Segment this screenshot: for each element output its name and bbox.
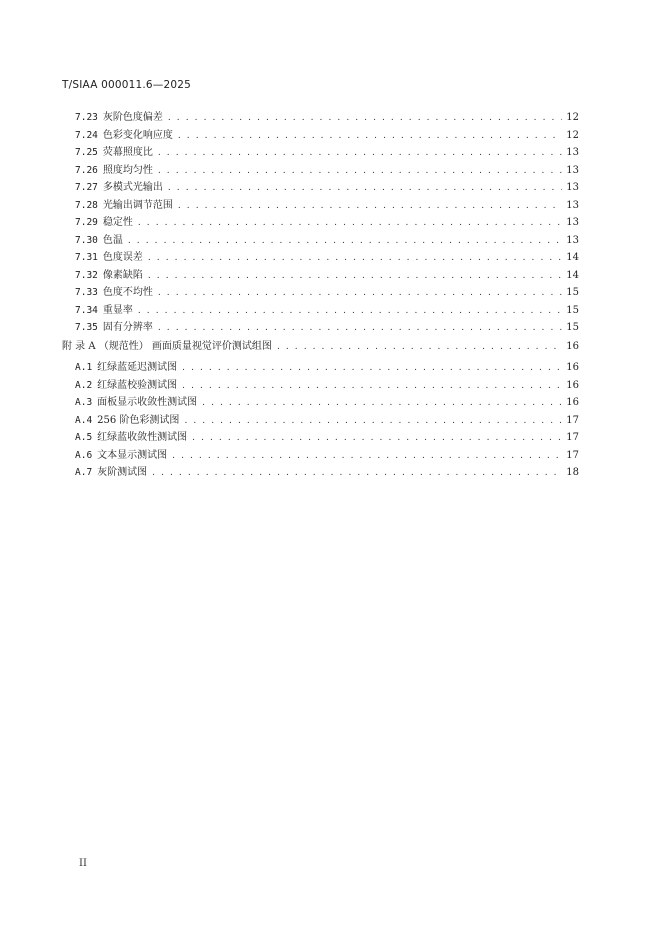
dot-leader [168, 113, 562, 123]
dot-leader [138, 218, 562, 228]
toc-entry-title: 红绿蓝校验测试图 [97, 379, 178, 391]
toc-entry-number: A.7 [75, 467, 93, 478]
dot-leader [158, 166, 562, 176]
toc-entry-page: 17 [566, 414, 579, 426]
toc-entry-number: A.6 [75, 449, 93, 461]
toc-entry-number: 7.23 [75, 112, 98, 123]
toc-entry-number: 7.35 [75, 322, 98, 333]
table-of-contents [62, 108, 579, 481]
dot-leader [152, 468, 562, 478]
dot-leader [158, 288, 562, 298]
toc-entry[interactable] [62, 358, 579, 376]
toc-entry-page: 15 [566, 304, 579, 316]
toc-entry-number: 7.33 [75, 287, 98, 298]
toc-entry-title: 色度误差 [102, 252, 143, 263]
toc-entry-number: 7.25 [75, 147, 98, 158]
toc-entry[interactable] [62, 248, 579, 266]
toc-entry-number: 7.27 [75, 182, 98, 193]
toc-entry-number: 7.24 [75, 129, 98, 141]
dot-leader [182, 363, 562, 373]
dot-leader [172, 451, 562, 461]
toc-entry-page: 13 [566, 217, 579, 228]
dot-leader [138, 306, 562, 316]
toc-entry-number: 7.28 [75, 199, 98, 211]
toc-entry-page: 16 [566, 340, 579, 352]
toc-entry-title: 256 阶色彩测试图 [97, 414, 180, 426]
toc-entry[interactable] [62, 108, 579, 126]
toc-entry-title: 附 录 A （规范性） 画面质量视觉评价测试组图 [62, 340, 272, 352]
toc-entry[interactable] [62, 463, 579, 481]
toc-entry[interactable] [62, 428, 579, 446]
toc-entry-title: 灰阶色度偏差 [102, 112, 163, 123]
toc-entry-title: 色彩变化响应度 [102, 129, 173, 141]
toc-entry-page: 13 [566, 182, 579, 193]
toc-entry-page: 13 [566, 147, 579, 158]
toc-entry-page: 13 [566, 199, 579, 211]
toc-entry-number: 7.32 [75, 269, 98, 281]
toc-entry-title: 像素缺陷 [102, 269, 143, 281]
toc-entry[interactable] [62, 337, 579, 355]
dot-leader [158, 148, 562, 158]
toc-entry-title: 色度不均性 [102, 287, 153, 298]
toc-entry[interactable] [62, 231, 579, 249]
dot-leader [178, 131, 562, 141]
toc-entry-page: 15 [566, 287, 579, 298]
toc-entry-number: 7.31 [75, 252, 98, 263]
toc-entry-title: 灰阶测试图 [97, 467, 148, 478]
toc-entry[interactable] [62, 161, 579, 179]
toc-entry-title: 红绿蓝延迟测试图 [97, 362, 178, 373]
dot-leader [182, 381, 562, 391]
toc-entry-title: 固有分辨率 [102, 322, 153, 333]
toc-entry[interactable] [62, 266, 579, 284]
toc-entry-page: 13 [566, 234, 579, 246]
toc-entry-page: 17 [566, 449, 579, 461]
toc-entry-title: 稳定性 [102, 217, 133, 228]
toc-entry-page: 12 [566, 112, 579, 123]
toc-entry[interactable] [62, 196, 579, 214]
toc-entry-title: 面板显示收敛性测试图 [97, 397, 198, 408]
toc-entry-page: 16 [566, 397, 579, 408]
toc-entry[interactable] [62, 301, 579, 319]
toc-entry-title: 荧幕照度比 [102, 147, 153, 158]
toc-entry-page: 17 [566, 432, 579, 443]
dot-leader [168, 183, 562, 193]
toc-entry[interactable] [62, 178, 579, 196]
dot-leader [178, 201, 562, 211]
toc-entry-number: A.1 [75, 362, 93, 373]
toc-entry-page: 18 [566, 467, 579, 478]
toc-entry-page: 16 [566, 362, 579, 373]
page-number-footer: II [79, 858, 87, 869]
toc-entry-number: A.2 [75, 379, 93, 391]
toc-entry[interactable] [62, 393, 579, 411]
toc-entry[interactable] [62, 446, 579, 464]
toc-entry-page: 15 [566, 322, 579, 333]
toc-entry-page: 12 [566, 129, 579, 141]
dot-leader [148, 253, 562, 263]
toc-entry[interactable] [62, 126, 579, 144]
toc-entry-title: 色温 [102, 234, 123, 246]
dot-leader [158, 323, 562, 333]
dot-leader [202, 398, 562, 408]
toc-entry-number: 7.29 [75, 217, 98, 228]
toc-entry-number: A.4 [75, 414, 93, 426]
toc-entry-page: 14 [566, 269, 579, 281]
toc-entry-title: 红绿蓝收敛性测试图 [97, 432, 188, 443]
toc-entry[interactable] [62, 143, 579, 161]
toc-entry-number: 7.26 [75, 164, 98, 176]
dot-leader [277, 342, 562, 352]
toc-entry-title: 多模式光输出 [102, 182, 163, 193]
dot-leader [128, 236, 562, 246]
toc-entry[interactable] [62, 318, 579, 336]
toc-entry[interactable] [62, 283, 579, 301]
toc-entry-number: 7.34 [75, 304, 98, 316]
toc-entry-number: A.3 [75, 397, 93, 408]
toc-entry-page: 14 [566, 252, 579, 263]
dot-leader [184, 416, 562, 426]
toc-entry-number: 7.30 [75, 234, 98, 246]
toc-entry-page: 16 [566, 379, 579, 391]
toc-entry-page: 13 [566, 164, 579, 176]
toc-entry-title: 照度均匀性 [102, 164, 153, 176]
dot-leader [192, 433, 562, 443]
toc-entry-number: A.5 [75, 432, 93, 443]
toc-entry-title: 文本显示测试图 [97, 449, 168, 461]
toc-entry-title: 重显率 [102, 304, 133, 316]
dot-leader [148, 271, 562, 281]
toc-entry[interactable] [62, 376, 579, 394]
toc-entry[interactable] [62, 213, 579, 231]
toc-entry-title: 光输出调节范围 [102, 199, 173, 211]
document-code-header: T/SIAA 000011.6—2025 [62, 79, 192, 91]
toc-entry[interactable] [62, 411, 579, 429]
